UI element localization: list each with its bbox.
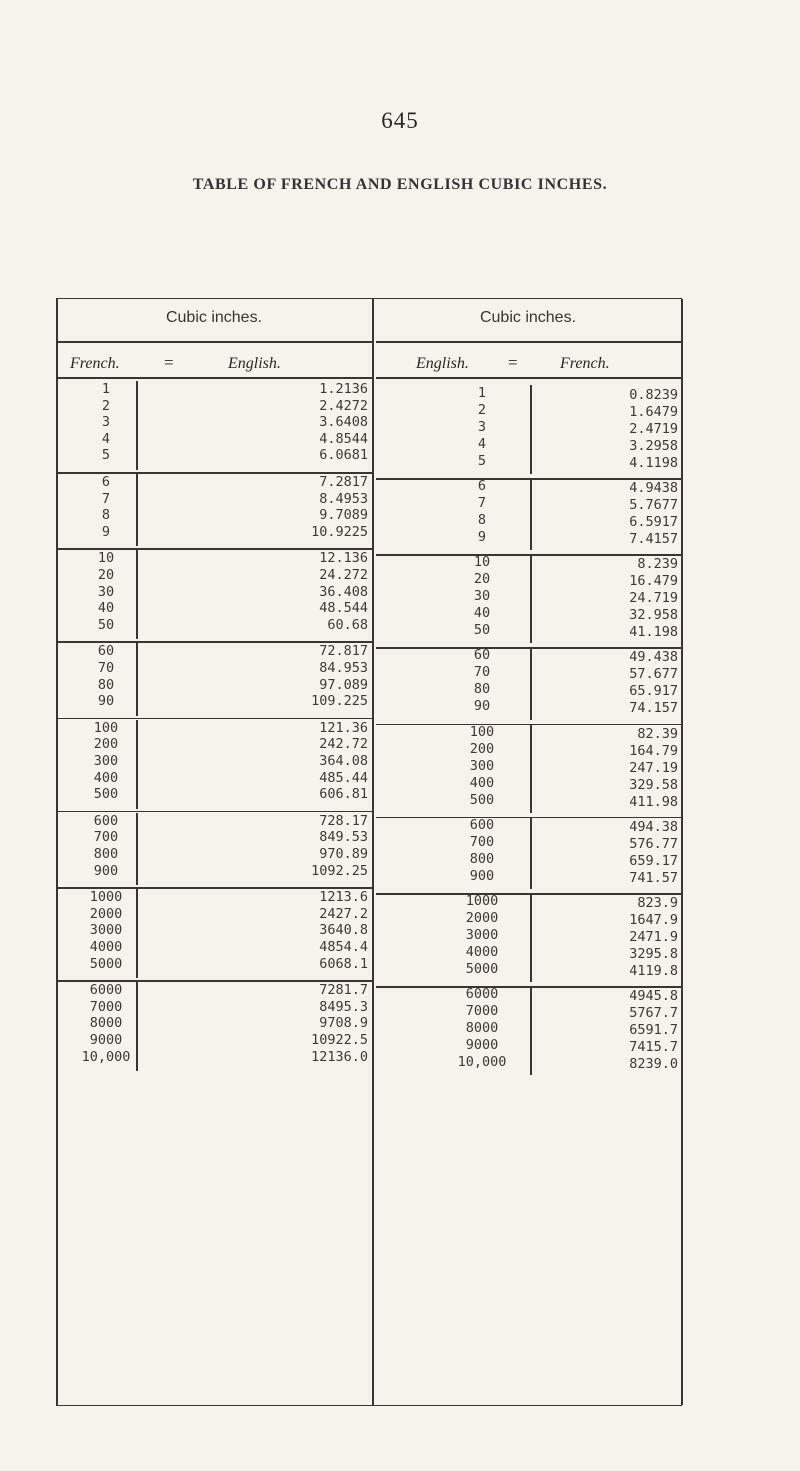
left-english-value: 109.225: [311, 693, 368, 710]
left-english-value: 8495.3: [319, 998, 368, 1015]
right-french-value: 74.157: [629, 700, 678, 717]
right-english-value: 60: [473, 647, 491, 664]
right-english-value: 5000: [465, 961, 499, 978]
right-french-value: 3.2958: [629, 438, 678, 454]
left-equals-sign: =: [164, 353, 174, 372]
left-french-value: 3000: [89, 922, 123, 939]
left-french-value: 10,000: [81, 1048, 131, 1065]
right-french-value: 7415.7: [629, 1039, 678, 1056]
left-french-value: 6: [101, 474, 111, 490]
right-french-value: 576.77: [629, 835, 678, 852]
left-french-value: 30: [97, 583, 115, 600]
left-english-value: 728.17: [319, 812, 368, 829]
left-english-value: 6.0681: [319, 447, 368, 464]
left-french-value: 50: [97, 616, 115, 633]
left-column-divider: [136, 550, 138, 639]
right-english-value: 7: [477, 495, 487, 511]
left-english-value: 12136.0: [311, 1048, 368, 1065]
left-french-value: 600: [93, 812, 119, 829]
right-french-value: 329.58: [629, 776, 678, 793]
right-column-divider: [530, 385, 532, 474]
right-french-value: 823.9: [637, 895, 678, 912]
left-french-value: 900: [93, 862, 119, 879]
right-french-value: 6.5917: [629, 514, 678, 530]
left-english-value: 36.408: [319, 583, 368, 600]
right-french-value: 1.6479: [629, 404, 678, 420]
right-english-value: 5: [477, 453, 487, 469]
right-column-divider: [530, 724, 532, 813]
right-english-value: 10: [473, 554, 491, 571]
left-english-value: 1.2136: [319, 381, 368, 397]
right-french-value: 0.8239: [629, 387, 678, 403]
right-english-value: 6: [477, 478, 487, 494]
right-column-divider: [530, 817, 532, 889]
right-french-value: 164.79: [629, 742, 678, 759]
right-english-value: 2: [477, 402, 487, 418]
left-english-value: 12.136: [319, 550, 368, 567]
right-english-value: 200: [469, 740, 495, 757]
right-col-french-header: French.: [560, 355, 610, 372]
right-column-header-rule: [376, 377, 682, 379]
right-french-value: 5767.7: [629, 1005, 678, 1022]
right-column-divider: [530, 893, 532, 982]
left-column-divider: [136, 643, 138, 715]
left-english-value: 10922.5: [311, 1032, 368, 1048]
left-french-value: 200: [93, 736, 119, 753]
right-english-value: 700: [469, 833, 495, 850]
left-english-value: 1213.6: [319, 889, 368, 906]
left-english-value: 121.36: [319, 719, 368, 736]
left-french-value: 100: [93, 719, 119, 736]
right-english-value: 3000: [465, 927, 499, 944]
right-group-header: Cubic inches.: [479, 309, 577, 326]
left-english-value: 3640.8: [319, 922, 368, 939]
left-french-value: 3: [101, 414, 111, 431]
left-french-value: 20: [97, 567, 115, 583]
left-english-value: 10.9225: [311, 523, 368, 540]
left-french-value: 1: [101, 381, 111, 397]
left-french-value: 9000: [89, 1032, 123, 1048]
right-english-value: 400: [469, 774, 495, 791]
right-english-value: 90: [473, 698, 491, 715]
left-english-value: 3.6408: [319, 414, 368, 431]
right-french-value: 82.39: [637, 725, 678, 742]
right-french-value: 659.17: [629, 852, 678, 869]
right-french-value: 2.4719: [629, 421, 678, 437]
left-french-value: 300: [93, 753, 119, 769]
left-french-value: 2: [101, 397, 111, 414]
left-english-value: 8.4953: [319, 490, 368, 507]
left-english-value: 4854.4: [319, 939, 368, 955]
left-english-value: 606.81: [319, 786, 368, 803]
left-french-value: 9: [101, 523, 111, 540]
left-english-value: 7.2817: [319, 474, 368, 490]
right-english-value: 300: [469, 757, 495, 774]
table-center-divider: [372, 299, 374, 1405]
right-french-value: 2471.9: [629, 929, 678, 946]
right-column-divider: [530, 478, 532, 550]
left-french-value: 8000: [89, 1015, 123, 1032]
left-french-value: 4000: [89, 939, 123, 955]
left-french-value: 90: [97, 693, 115, 710]
right-english-value: 6000: [465, 986, 499, 1003]
right-french-value: 8.239: [637, 556, 678, 573]
right-english-value: 1000: [465, 893, 499, 910]
left-french-value: 8: [101, 507, 111, 524]
left-column-divider: [136, 982, 138, 1071]
left-english-value: 60.68: [327, 616, 368, 633]
left-english-value: 2.4272: [319, 397, 368, 414]
left-english-value: 97.089: [319, 676, 368, 693]
left-col-english-header: English.: [228, 355, 281, 372]
left-english-value: 24.272: [319, 567, 368, 583]
table-title: TABLE OF FRENCH AND ENGLISH CUBIC INCHES.: [192, 176, 608, 193]
right-french-value: 7.4157: [629, 531, 678, 547]
left-column-divider: [136, 813, 138, 885]
right-french-value: 16.479: [629, 573, 678, 590]
right-english-value: 30: [473, 588, 491, 605]
left-french-value: 4: [101, 430, 111, 447]
left-french-value: 6000: [89, 982, 123, 999]
left-english-value: 849.53: [319, 829, 368, 846]
left-french-value: 800: [93, 846, 119, 862]
table-left-border: [56, 299, 58, 1405]
right-english-value: 70: [473, 664, 491, 681]
right-english-value: 900: [469, 867, 495, 884]
right-french-value: 41.198: [629, 624, 678, 641]
left-english-value: 72.817: [319, 643, 368, 660]
left-french-value: 7000: [89, 998, 123, 1015]
right-english-value: 10,000: [457, 1054, 507, 1071]
right-equals-sign: =: [508, 353, 518, 372]
left-french-value: 40: [97, 600, 115, 617]
right-french-value: 49.438: [629, 649, 678, 666]
left-english-value: 84.953: [319, 660, 368, 676]
left-column-header-rule: [56, 377, 372, 379]
right-column-divider: [530, 647, 532, 719]
conversion-table: [56, 298, 682, 1406]
right-french-value: 4119.8: [629, 963, 678, 980]
left-header-rule: [56, 341, 372, 343]
left-english-value: 970.89: [319, 846, 368, 862]
left-column-divider: [136, 889, 138, 978]
left-french-value: 60: [97, 643, 115, 660]
right-french-value: 57.677: [629, 666, 678, 683]
right-french-value: 5.7677: [629, 497, 678, 513]
right-english-value: 800: [469, 850, 495, 867]
right-english-value: 9: [477, 529, 487, 545]
left-english-value: 7281.7: [319, 982, 368, 999]
left-english-value: 1092.25: [311, 862, 368, 879]
right-french-value: 411.98: [629, 793, 678, 810]
right-french-value: 6591.7: [629, 1022, 678, 1039]
left-group-header: Cubic inches.: [165, 309, 263, 326]
right-header-rule: [376, 341, 682, 343]
right-english-value: 100: [469, 723, 495, 740]
right-french-value: 1647.9: [629, 912, 678, 929]
right-french-value: 4.9438: [629, 480, 678, 496]
left-french-value: 700: [93, 829, 119, 846]
right-english-value: 3: [477, 419, 487, 435]
right-column-divider: [530, 554, 532, 643]
left-french-value: 5000: [89, 955, 123, 972]
right-french-value: 247.19: [629, 759, 678, 776]
left-column-divider: [136, 720, 138, 809]
left-column-divider: [136, 474, 138, 546]
right-english-value: 8: [477, 512, 487, 528]
right-english-value: 500: [469, 791, 495, 808]
right-col-english-header: English.: [416, 355, 469, 372]
left-french-value: 5: [101, 447, 111, 464]
right-column-divider: [530, 986, 532, 1075]
right-english-value: 7000: [465, 1003, 499, 1020]
right-english-value: 4: [477, 436, 487, 452]
page-number: 645: [381, 108, 419, 133]
left-french-value: 70: [97, 660, 115, 676]
left-english-value: 2427.2: [319, 905, 368, 922]
right-french-value: 8239.0: [629, 1056, 678, 1073]
right-french-value: 4945.8: [629, 988, 678, 1005]
right-french-value: 741.57: [629, 869, 678, 886]
right-english-value: 600: [469, 816, 495, 833]
right-french-value: 65.917: [629, 683, 678, 700]
left-french-value: 1000: [89, 889, 123, 906]
right-english-value: 2000: [465, 910, 499, 927]
left-english-value: 48.544: [319, 600, 368, 617]
left-english-value: 9708.9: [319, 1015, 368, 1032]
left-french-value: 2000: [89, 905, 123, 922]
left-french-value: 80: [97, 676, 115, 693]
right-french-value: 494.38: [629, 818, 678, 835]
left-english-value: 485.44: [319, 769, 368, 786]
right-english-value: 50: [473, 622, 491, 639]
left-column-divider: [136, 381, 138, 470]
right-english-value: 4000: [465, 944, 499, 961]
left-english-value: 9.7089: [319, 507, 368, 524]
left-french-value: 7: [101, 490, 111, 507]
right-english-value: 20: [473, 571, 491, 588]
left-english-value: 4.8544: [319, 430, 368, 447]
left-english-value: 6068.1: [319, 955, 368, 972]
right-english-value: 1: [477, 385, 487, 401]
left-english-value: 242.72: [319, 736, 368, 753]
right-english-value: 40: [473, 605, 491, 622]
table-right-border: [681, 299, 683, 1405]
right-french-value: 32.958: [629, 607, 678, 624]
right-french-value: 24.719: [629, 590, 678, 607]
right-english-value: 80: [473, 681, 491, 698]
left-french-value: 10: [97, 550, 115, 567]
left-french-value: 500: [93, 786, 119, 803]
right-french-value: 4.1198: [629, 455, 678, 471]
right-english-value: 8000: [465, 1020, 499, 1037]
left-english-value: 364.08: [319, 753, 368, 769]
right-english-value: 9000: [465, 1037, 499, 1054]
left-french-value: 400: [93, 769, 119, 786]
left-col-french-header: French.: [70, 355, 120, 372]
right-french-value: 3295.8: [629, 946, 678, 963]
